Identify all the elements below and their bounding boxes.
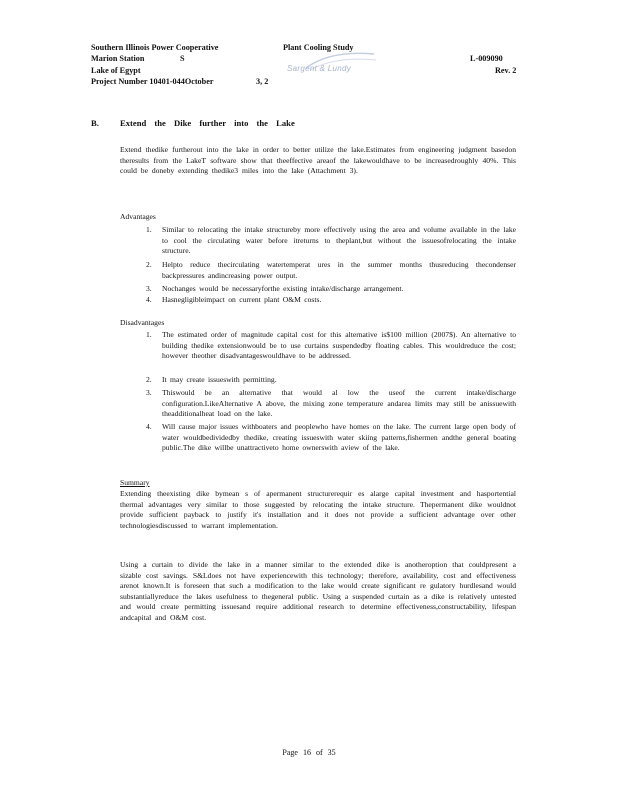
header-doc-number: L-009090	[470, 54, 503, 63]
disadvantage-item: It may create issueswith permitting.	[162, 375, 277, 384]
disadvantage-item: Thiswould be an alternative that would al low the useof the current intake/discharge configuration.LikeAlternative A above, the mixing zone temperature andarea limits may still be anissuewith theadditionalheat load on the lake.	[162, 388, 516, 419]
disadvantage-item: The estimated order of magnitude capital cost for this alternative is$100 million (2007$). An alternative to building thedike extensionwould be to use curtains suspendedby floating cables. This wouldreduce the cost; however theother disadvantageswouldhave to be addressed.	[162, 330, 516, 361]
section-letter: B.	[91, 118, 99, 128]
advantage-item: Hasnegligibleimpact on current plant O&M costs.	[162, 295, 322, 304]
disadvantage-number: 4.	[146, 422, 152, 431]
header-revision: Rev. 2	[495, 66, 517, 75]
summary-paragraph-1: Extending theexisting dike bymean s of apermanent structurerequir es alarge capital investment and hasportential thermal advantages very similar to those suggested by relocating the intake structure. Thepermanent dike wouldnot provide sufficient payback to justify it's installation and it does not provide a sufficient advantage over other technologiesdiscussed to warrant implementation.	[120, 489, 516, 530]
header-study-title: Plant Cooling Study	[283, 43, 354, 52]
page-number: Page 16 of 35	[282, 748, 336, 757]
disadvantage-number: 3.	[146, 388, 152, 397]
summary-paragraph-2: Using a curtain to divide the lake in a manner similar to the extended dike is anotheroption that couldpresent a sizable cost savings. S&Ldoes not have experiencewith this technology; therefore, availability, cost and effectiveness arenot known.It is foreseen that such a modification to the lake would create significant re gulatory hurdlesand would substantiallyreduce the lakes usefulness to thegeneral public. Using a suspended curtain as a dike is relatively untested and would create permitting issuesand require additional research to determine effectiveness,constructability, lifespan andcapital and O&M cost.	[120, 560, 516, 622]
section-title: Extend the Dike further into the Lake	[120, 118, 295, 128]
header-project-number: Project Number 10401-044October	[91, 77, 214, 86]
header-station: Marion Station	[91, 54, 145, 63]
advantage-number: 3.	[146, 284, 152, 293]
advantage-number: 4.	[146, 295, 152, 304]
intro-paragraph: Extend thedike furtherout into the lake in order to better utilize the lake.Estimates from engineering judgment basedon theresults from the LakeT software show that theeffective areaof the lakewouldhave to be increasedroughly 40%. This could be doneby extending thedike3 miles into the lake (Attachment 3).	[120, 145, 516, 176]
header-location: Lake of Egypt	[91, 66, 141, 75]
disadvantage-number: 1.	[146, 330, 152, 339]
advantage-item: Helpto reduce thecirculating watertemperat ures in the summer months thusreducing thecondenser backpressures andincreasing power output.	[162, 260, 516, 280]
header-company: Southern Illinois Power Cooperative	[91, 43, 219, 52]
disadvantage-item: Will cause major issues withboaters and peoplewho have homes on the lake. The current large open body of water wouldbedividedby thedike, creating issueswith water skiing patterns,fishermen andthe general boating public.The dike willbe unattractiveto home ownerswith aview of the lake.	[162, 422, 516, 453]
advantages-label: Advantages	[120, 212, 156, 221]
advantage-number: 2.	[146, 260, 152, 269]
header-station-suffix: S	[180, 54, 185, 63]
advantage-item: Nochanges would be necessaryforthe existing intake/discharge arrangement.	[162, 284, 404, 293]
advantage-number: 1.	[146, 225, 152, 234]
disadvantages-label: Disadvantages	[120, 318, 165, 327]
summary-label: Summary	[120, 478, 150, 487]
watermark-text: Sargent & Lundy	[287, 64, 352, 73]
advantage-item: Similar to relocating the intake structureby more effectively using the area and volume available in the lake to cool the circulating water before itreturns to theplant,but without the issuesofrelocating the intake structure.	[162, 225, 516, 256]
header-date-fragment: 3, 2	[256, 77, 269, 86]
disadvantage-number: 2.	[146, 375, 152, 384]
